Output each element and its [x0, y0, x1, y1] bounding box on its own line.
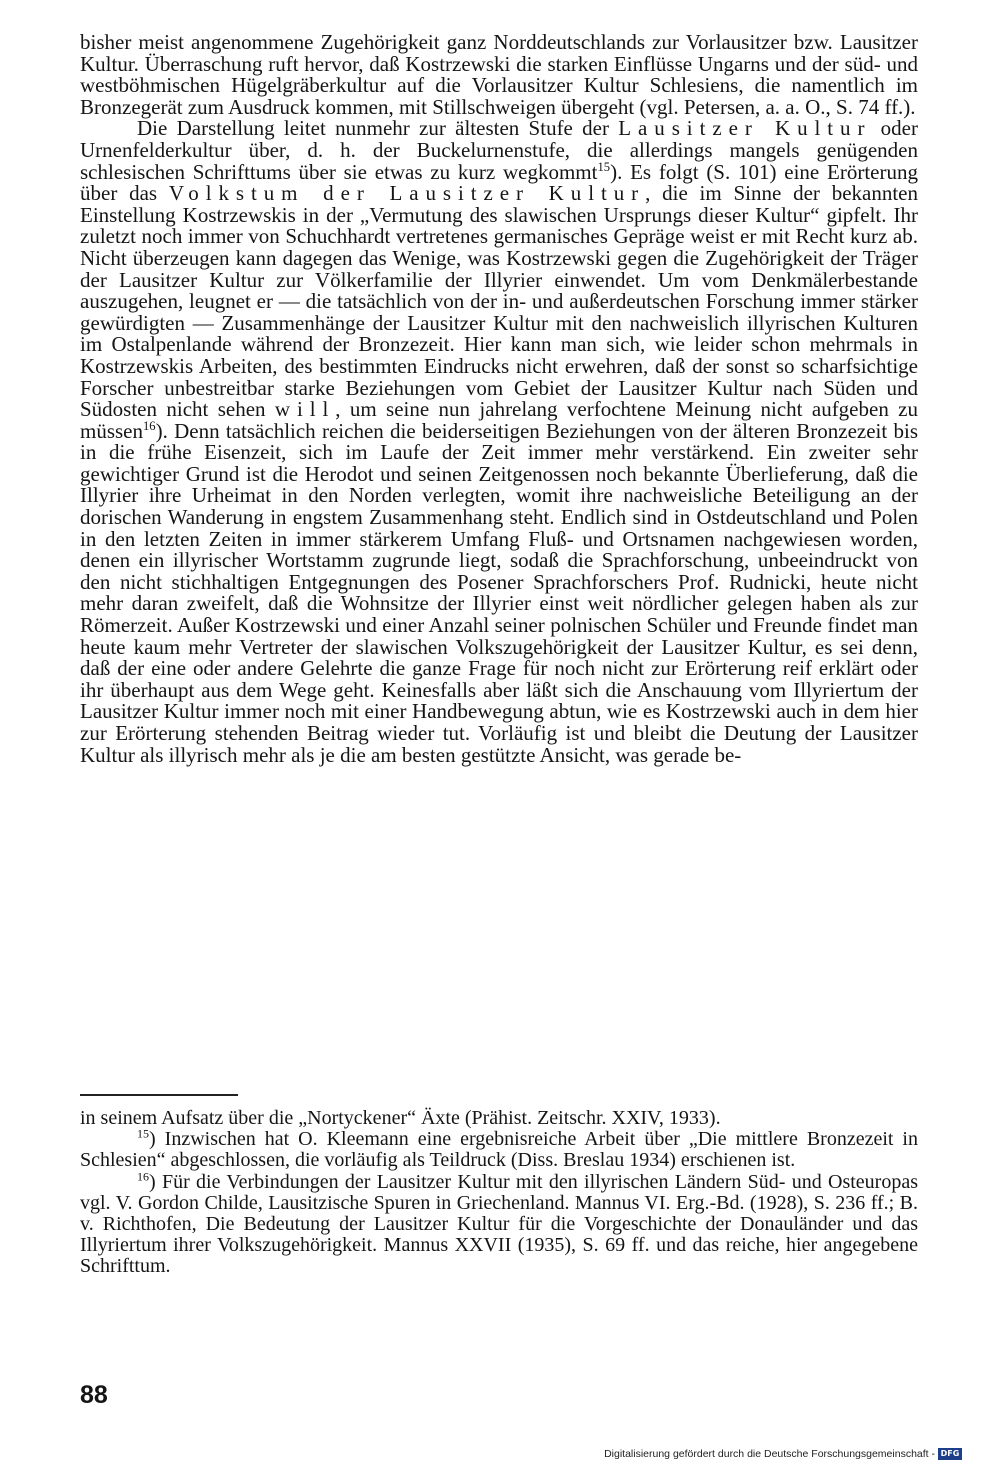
credit-text: Digitalisierung gefördert durch die Deutsche Forschungsgemeinschaft -: [604, 1448, 935, 1460]
footnote-continuation: in seinem Aufsatz über die „Nortyckener“ Äxte (Prähist. Zeitschr. XXIV, 1933).: [80, 1107, 721, 1129]
footnote-ref-16: 16: [143, 418, 156, 433]
footnote-15-number: 15: [137, 1126, 149, 1141]
p2-text-4: , die im Sinne der bekannten Einstellung Kostrzewskis in der „Vermutung des slawischen Ursprungs dieser Kultur“ gipfelt. Ihr zuletzt noch immer von Schuchhardt vertretenes germanisches Gepräge weist er mit Recht kurz ab. Nicht überzeugen kann dagegen das Wenige, was Kostrzewski gegen die Zugehörigkeit der Träger der Lausitzer Kultur zur Völkerfamilie der Illyrier einwendet. Um vom Denkmälerbestande auszugehen, leugnet er — die tatsächlich von der in- und außerdeutschen Forschung immer stärker gewürdigten — Zusammenhänge der Lausitzer Kultur mit den nachweislich illyrischen Kulturen im Ostalpenlande während der Bronzezeit. Hier kann man sich, wie leider schon mehrmals in Kostrzewskis Arbeiten, des bestimmten Eindrucks nicht erwehren, daß der sonst so scharfsichtige Forscher unbestreitbar starke Beziehungen vom Gebiet der Lausitzer Kultur nach Süden und Südosten nicht sehen: [80, 181, 919, 422]
footnotes: [80, 1108, 918, 1278]
spaced-term-will: will: [274, 397, 336, 422]
footnote-15-text: ) Inzwischen hat O. Kleemann eine ergebnisreiche Arbeit über „Die mittlere Bronzezeit in Schlesien“ abgeschlossen, die vorläufig als Teildruck (Diss. Breslau 1934) erschienen ist.: [80, 1128, 918, 1172]
footnote-16: [80, 1168, 918, 1278]
p2-text-5: , um seine nun jahrelang verfochtene Meinung nicht aufgeben zu müssen: [80, 397, 918, 443]
main-text: [80, 32, 918, 766]
page-number: 88: [80, 1381, 108, 1409]
footnote-16-number: 16: [137, 1168, 149, 1183]
digitization-credit: [604, 1447, 962, 1461]
spaced-term-lausitzer-kultur: Lausitzer Kultur: [618, 116, 872, 141]
spaced-term-volkstum: Volkstum der Lausitzer Kultur: [168, 181, 646, 206]
p2-text-3: ). Es folgt (S. 101) eine Erörterung über das: [80, 159, 918, 206]
dfg-logo-icon: DFG: [938, 1448, 962, 1460]
p2-text-2: oder Urnenfelderkultur über, d. h. der Buckelurnenstufe, die allerdings mangels genügenden schlesischen Schrifttums über sie etwas zu kurz wegkommt: [80, 116, 918, 184]
footnote-ref-15: 15: [597, 159, 611, 174]
paragraph-1: bisher meist angenommene Zugehörigkeit ganz Norddeutschlands zur Vorlausitzer bzw. Lausitzer Kultur. Überraschung ruft hervor, daß Kostrzewski die starken Einflüsse Ungarns und der süd- und westböhmischen Hügelgräberkultur auf die Vorlausitzer Kultur Schlesiens, die namentlich im Bronzegerät zum Ausdruck kommen, mit Stillschweigen übergeht (vgl. Petersen, a. a. O., S. 74 ff.).: [80, 30, 918, 119]
footnote-16-text: ) Für die Verbindungen der Lausitzer Kultur mit den illyrischen Ländern Süd- und Osteuropas vgl. V. Gordon Childe, Lausitzische Spuren in Griechenland. Mannus VI. Erg.-Bd. (1928), S. 236 ff.; B. v. Richthofen, Die Bedeutung der Lausitzer Kultur für die Vorgeschichte der Donauländer und das Illyriertum ihrer Volkszugehörigkeit. Mannus XXVII (1935), S. 69 ff. und das reiche, hier angegebene Schrifttum.: [80, 1170, 918, 1278]
p2-text-1: Die Darstellung leitet nunmehr zur ältesten Stufe der: [137, 116, 619, 141]
paragraph-2: [80, 118, 918, 766]
footnote-15: [80, 1126, 918, 1172]
footnote-separator: [80, 1094, 238, 1096]
p2-text-6: ). Denn tatsächlich reichen die beiderseitigen Beziehungen von der älteren Bronzezeit bis in die frühe Eisenzeit, sich im Laufe der Zeit immer mehr verstärkend. Ein zweiter sehr gewichtiger Grund ist die Herodot und seinen Zeitgenossen noch bekannte Überlieferung, daß die Illyrier ihre Urheimat in den Norden verlegten, womit ihre nachweisliche Beteiligung an der dorischen Wanderung in engstem Zusammenhang steht. Endlich sind in Ostdeutschland und Polen in den letzten Zeiten in immer stärkerem Umfang Fluß- und Ortsnamen nachgewiesen worden, denen ein illyrischer Wortstamm zugrunde liegt, sodaß die Sprachforschung, unbeeindruckt von den nicht stichhaltigen Entgegnungen des Posener Sprachforschers Prof. Rudnicki, heute nicht mehr daran zweifelt, daß die Wohnsitze der Illyrier einst weit nördlicher gelegen haben als zur Römerzeit. Außer Kostrzewski und einer Anzahl seiner polnischen Schüler und Freunde findet man heute kaum mehr Vertreter der slawischen Volkszugehörigkeit der Lausitzer Kultur, es sei denn, daß der eine oder andere Gelehrte die ganze Frage für noch nicht zur Erörterung reif erklärt oder ihr überhaupt aus dem Wege geht. Keinesfalls aber läßt sich die Anschauung vom Illyriertum der Lausitzer Kultur immer noch mit einer Handbewegung abtun, wie es Kostrzewski auch in dem hier zur Erörterung stehenden Beitrag wieder tut. Vorläufig ist und bleibt die Deutung der Lausitzer Kultur als illyrisch mehr als je die am besten gestützte Ansicht, was gerade be-: [80, 418, 918, 767]
